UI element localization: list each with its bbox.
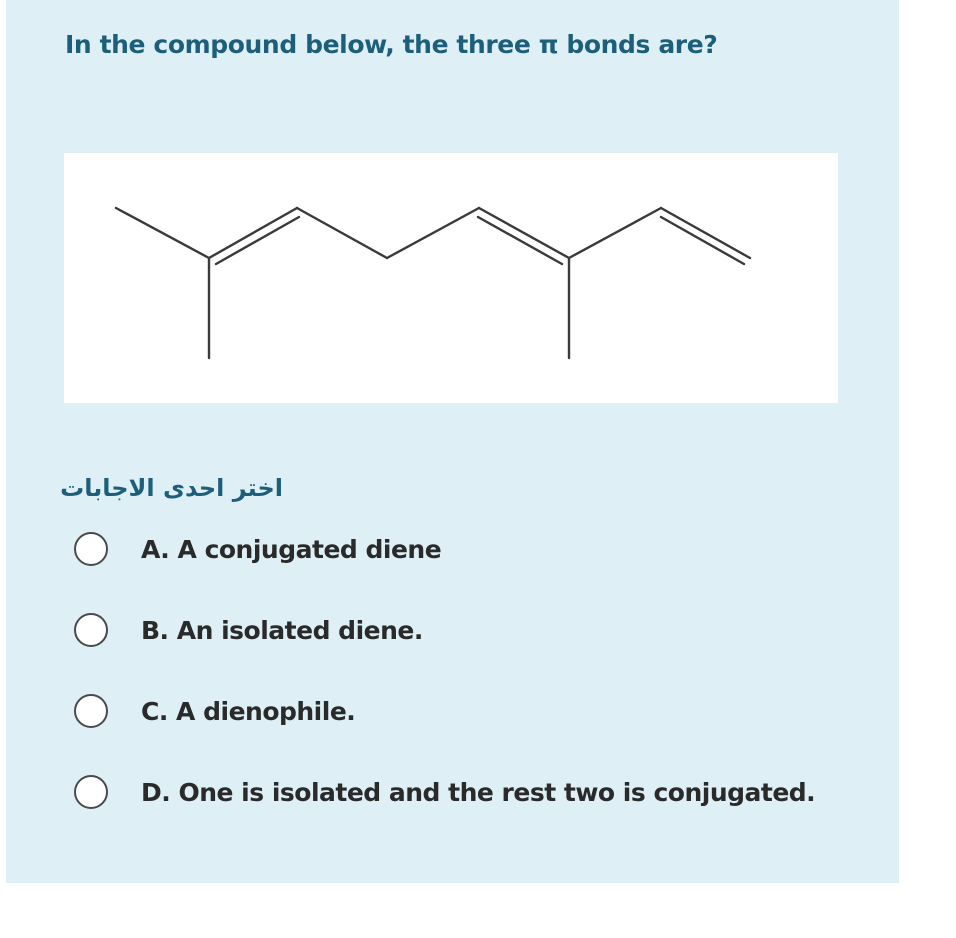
question-text: In the compound below, the three π bonds are? — [65, 30, 718, 59]
option-a[interactable] — [74, 529, 441, 569]
option-d[interactable] — [74, 772, 815, 812]
double-bond-inner — [661, 217, 744, 264]
option-b-label[interactable]: B. An isolated diene. — [141, 615, 423, 645]
option-d-label[interactable]: D. One is isolated and the rest two is conjugated. — [141, 777, 816, 807]
double-bond — [479, 208, 569, 258]
radio-button-b[interactable] — [74, 613, 108, 647]
radio-button-d[interactable] — [74, 775, 108, 809]
bond — [387, 208, 479, 258]
option-c-label[interactable]: C. A dienophile. — [141, 696, 356, 726]
question-card — [6, 0, 899, 883]
option-a-label[interactable]: A. A conjugated diene — [141, 534, 442, 564]
double-bond-inner — [216, 217, 299, 264]
answer-prompt: اختر احدى الاجابات — [60, 474, 283, 502]
double-bond-inner — [478, 217, 562, 264]
bond — [297, 208, 387, 258]
radio-button-c[interactable] — [74, 694, 108, 728]
option-c[interactable] — [74, 691, 355, 731]
bond — [569, 208, 661, 258]
double-bond — [661, 208, 750, 258]
radio-button-a[interactable] — [74, 532, 108, 566]
compound-structure-image — [64, 153, 838, 403]
option-b[interactable] — [74, 610, 423, 650]
double-bond — [209, 208, 297, 258]
bond — [116, 208, 209, 258]
skeletal-formula — [64, 153, 838, 403]
